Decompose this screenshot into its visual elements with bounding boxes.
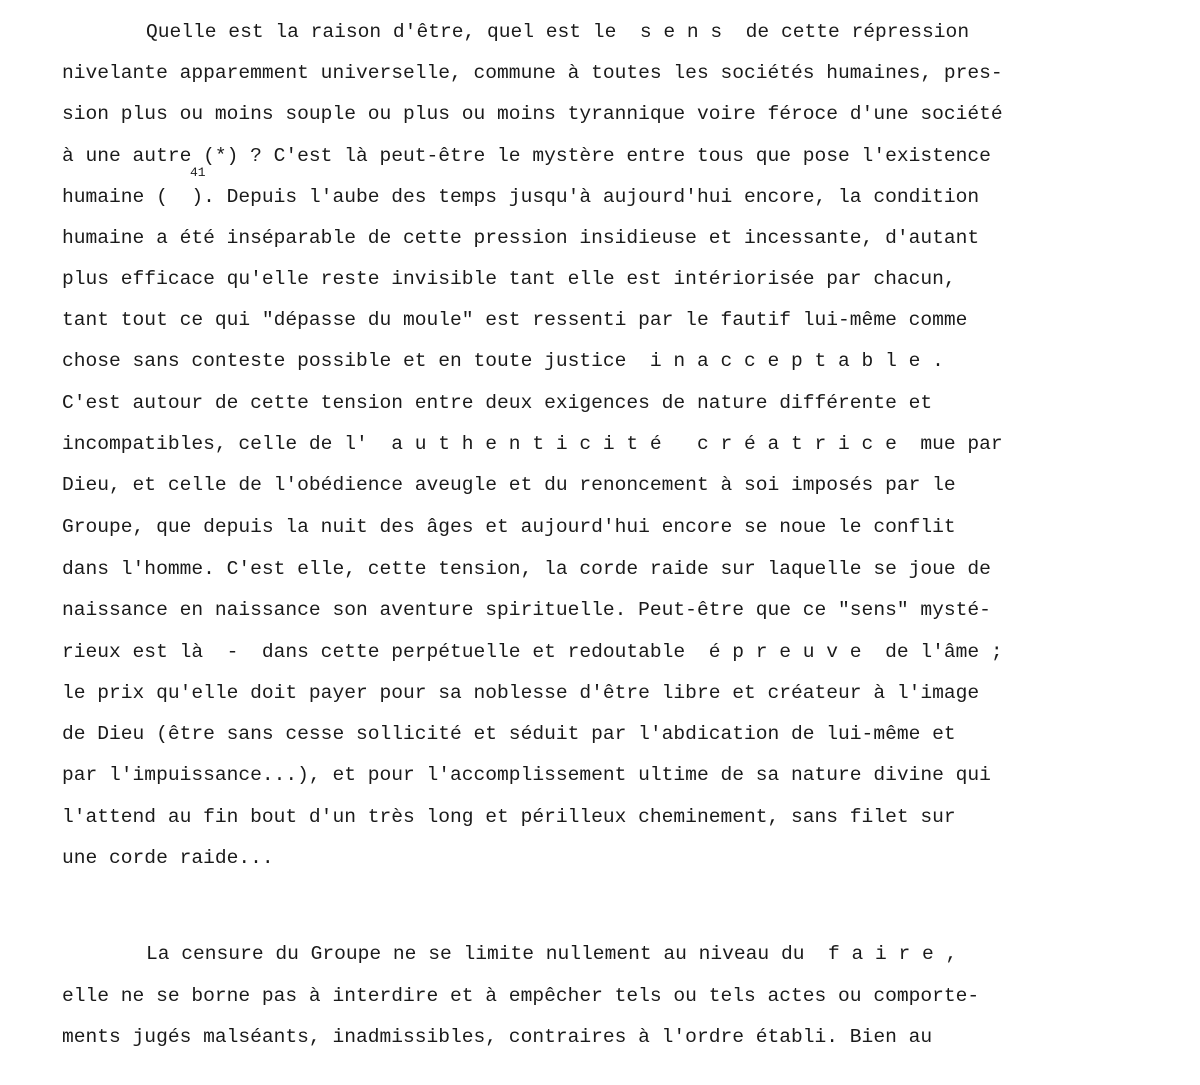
text-line: une corde raide...: [62, 847, 274, 869]
text-line: tant tout ce qui "dépasse du moule" est ressenti par le fautif lui-même comme: [62, 309, 968, 331]
text-line: humaine ( ). Depuis l'aube des temps jusqu'à aujourd'hui encore, la condition: [62, 186, 980, 208]
text-line: l'attend au fin bout d'un très long et périlleux cheminement, sans filet sur: [62, 806, 956, 828]
text-line: par l'impuissance...), et pour l'accomplissement ultime de sa nature divine qui: [62, 764, 991, 786]
text-line: La censure du Groupe ne se limite nullement au niveau du f a i r e ,: [146, 943, 958, 965]
text-line: sion plus ou moins souple ou plus ou moins tyrannique voire féroce d'une société: [62, 103, 1003, 125]
text-line: elle ne se borne pas à interdire et à empêcher tels ou tels actes ou comporte-: [62, 985, 980, 1007]
text-line: nivelante apparemment universelle, commune à toutes les sociétés humaines, pres-: [62, 62, 1003, 84]
text-line: à une autre (*) ? C'est là peut-être le mystère entre tous que pose l'existence: [62, 145, 991, 167]
text-line: incompatibles, celle de l' a u t h e n t i c i t é c r é a t r i c e mue par: [62, 433, 1003, 455]
text-line: C'est autour de cette tension entre deux exigences de nature différente et: [62, 392, 933, 414]
text-line: ments jugés malséants, inadmissibles, contraires à l'ordre établi. Bien au: [62, 1026, 933, 1048]
text-line: chose sans conteste possible et en toute justice i n a c c e p t a b l e .: [62, 350, 944, 372]
text-line: naissance en naissance son aventure spirituelle. Peut-être que ce "sens" mysté-: [62, 599, 991, 621]
text-line: dans l'homme. C'est elle, cette tension, la corde raide sur laquelle se joue de: [62, 558, 991, 580]
text-line: Dieu, et celle de l'obédience aveugle et du renoncement à soi imposés par le: [62, 474, 956, 496]
text-line: le prix qu'elle doit payer pour sa noblesse d'être libre et créateur à l'image: [62, 682, 980, 704]
text-line: Groupe, que depuis la nuit des âges et aujourd'hui encore se noue le conflit: [62, 516, 956, 538]
text-line: plus efficace qu'elle reste invisible tant elle est intériorisée par chacun,: [62, 268, 956, 290]
text-line: de Dieu (être sans cesse sollicité et séduit par l'abdication de lui-même et: [62, 723, 956, 745]
footnote-reference: 41: [190, 165, 206, 180]
text-line: humaine a été inséparable de cette pression insidieuse et incessante, d'autant: [62, 227, 980, 249]
text-line: rieux est là - dans cette perpétuelle et redoutable é p r e u v e de l'âme ;: [62, 641, 1003, 663]
text-line: Quelle est la raison d'être, quel est le s e n s de cette répression: [146, 21, 970, 43]
